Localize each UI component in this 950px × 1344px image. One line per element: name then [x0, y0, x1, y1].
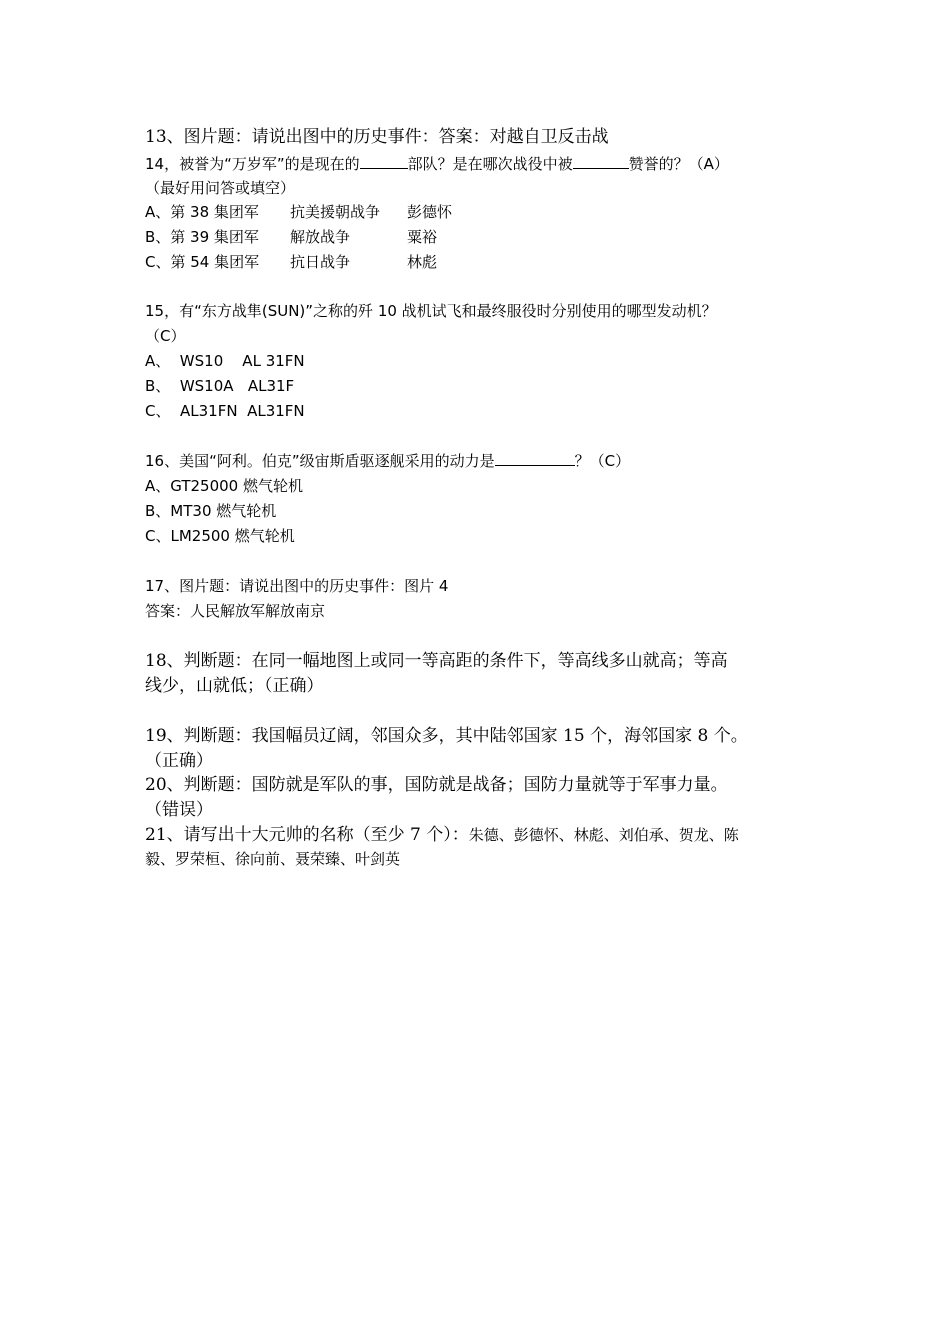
question-21-prompt: 21、请写出十大元帅的名称（至少 7 个）： — [145, 825, 469, 845]
question-14-option-a — [145, 202, 452, 222]
question-16-option-a: A、GT25000 燃气轮机 — [145, 477, 303, 495]
fill-blank — [573, 154, 629, 169]
option-war: 抗日战争 — [290, 253, 351, 271]
question-20: 20、判断题：国防就是军队的事，国防就是战备；国防力量就等于军事力量。 — [145, 775, 728, 795]
fill-blank — [360, 154, 408, 169]
option-war: 解放战争 — [290, 228, 351, 246]
question-15-option-c: C、 AL31FN AL31FN — [145, 402, 305, 420]
question-14-note: （最好用问答或填空） — [145, 179, 296, 197]
question-19: 19、判断题：我国幅员辽阔，邻国众多，其中陆邻国家 15 个，海邻国家 8 个。 — [145, 726, 748, 746]
question-15-answer: （C） — [145, 327, 186, 345]
question-15: 15，有“东方战隼(SUN)”之称的歼 10 战机试飞和最终服役时分别使用的哪型发动机？ — [145, 302, 717, 320]
option-person: 彭德怀 — [407, 203, 453, 221]
question-16-suffix: ？（C） — [574, 452, 631, 470]
question-21-answer-continued: 毅、罗荣桓、徐向前、聂荣臻、叶剑英 — [145, 850, 401, 868]
question-17-answer: 答案：人民解放军解放南京 — [145, 602, 326, 620]
question-14-option-b — [145, 227, 437, 247]
question-15-option-a: A、 WS10 AL 31FN — [145, 352, 305, 370]
option-person: 林彪 — [407, 253, 438, 271]
option-war: 抗美援朝战争 — [290, 203, 381, 221]
option-person: 粟裕 — [407, 228, 438, 246]
question-13: 13、图片题：请说出图中的历史事件：答案：对越自卫反击战 — [145, 127, 609, 147]
fill-blank — [495, 451, 575, 466]
question-18: 18、判断题：在同一幅地图上或同一等高距的条件下，等高线多山就高；等高 — [145, 651, 728, 671]
question-14-suffix: 赞誉的？（A） — [628, 155, 729, 173]
question-14-middle: 部队？是在哪次战役中被 — [407, 155, 573, 173]
question-16-option-c: C、LM2500 燃气轮机 — [145, 527, 295, 545]
question-16-prefix: 16、美国“阿利。伯克”级宙斯盾驱逐舰采用的动力是 — [145, 452, 495, 470]
question-16-option-b: B、MT30 燃气轮机 — [145, 502, 277, 520]
question-18-answer: 线少，山就低；（正确） — [145, 676, 324, 696]
question-14-option-c — [145, 252, 437, 272]
question-21 — [145, 824, 739, 846]
question-19-answer: （正确） — [145, 751, 213, 771]
question-20-answer: （错误） — [145, 800, 213, 820]
question-21-answer: 朱德、彭德怀、林彪、刘伯承、贺龙、陈 — [468, 826, 739, 844]
question-14 — [145, 154, 729, 174]
question-15-option-b: B、 WS10A AL31F — [145, 377, 295, 395]
option-unit: B、第 39 集团军 — [145, 228, 259, 246]
option-unit: A、第 38 集团军 — [145, 203, 259, 221]
question-14-prefix: 14，被誉为“万岁军”的是现在的 — [145, 155, 360, 173]
question-16 — [145, 451, 630, 471]
question-17: 17、图片题：请说出图中的历史事件：图片 4 — [145, 577, 449, 595]
option-unit: C、第 54 集团军 — [145, 253, 260, 271]
